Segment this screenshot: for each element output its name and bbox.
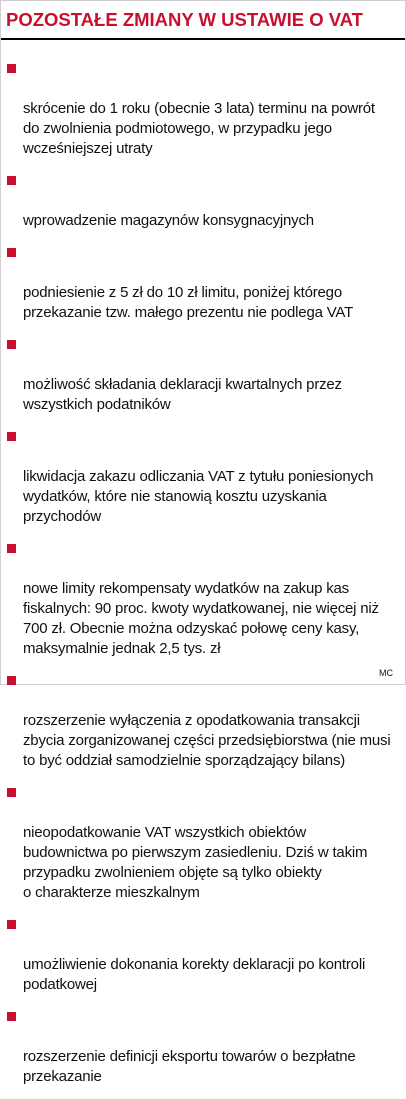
list-item — [1, 427, 393, 527]
title-underline — [1, 38, 405, 40]
list-item — [1, 335, 393, 415]
list-item-text: skrócenie do 1 roku (obecnie 3 lata) terminu na powrót do zwolnienia podmiotowego, w przypadku jego wcześniejszej utraty — [23, 100, 375, 157]
square-bullet-icon — [7, 340, 16, 349]
list-item — [1, 783, 393, 903]
square-bullet-icon — [7, 544, 16, 553]
author-credit: MC — [379, 668, 393, 678]
list-item-text: wprowadzenie magazynów konsygnacyjnych — [23, 212, 314, 229]
list-item-text: rozszerzenie wyłączenia z opodatkowania transakcji zbycia zorganizowanej części przedsiębiorstwa (nie musi to być oddział samodzielnie sporządzający bilans) — [23, 712, 391, 769]
list-item-text: podniesienie z 5 zł do 10 zł limitu, poniżej którego przekazanie tzw. małego prezentu nie podlega VAT — [23, 284, 354, 321]
list-item-text: nowe limity rekompensaty wydatków na zakup kas fiskalnych: 90 proc. kwoty wydatkowanej, nie więcej niż 700 zł. Obecnie można odzyskać połowę ceny kasy, maksymalnie jednak 2,5 tys. zł — [23, 580, 379, 657]
list-item-text: likwidacja zakazu odliczania VAT z tytułu poniesionych wydatków, które nie stanowią kosztu uzyskania przychodów — [23, 468, 374, 525]
square-bullet-icon — [7, 676, 16, 685]
square-bullet-icon — [7, 1012, 16, 1021]
list-item-text: rozszerzenie definicji eksportu towarów o bezpłatne przekazanie — [23, 1048, 356, 1085]
list-item — [1, 915, 393, 995]
square-bullet-icon — [7, 64, 16, 73]
list-item — [1, 59, 393, 159]
square-bullet-icon — [7, 788, 16, 797]
list-item — [1, 243, 393, 323]
square-bullet-icon — [7, 920, 16, 929]
changes-list — [1, 59, 393, 1099]
square-bullet-icon — [7, 248, 16, 257]
list-item — [1, 671, 393, 771]
list-item — [1, 539, 393, 659]
infobox-title: POZOSTAŁE ZMIANY W USTAWIE O VAT — [6, 9, 363, 30]
square-bullet-icon — [7, 432, 16, 441]
square-bullet-icon — [7, 176, 16, 185]
list-item-text: możliwość składania deklaracji kwartalnych przez wszystkich podatników — [23, 376, 342, 413]
list-item-text: umożliwienie dokonania korekty deklaracji po kontroli podatkowej — [23, 956, 366, 993]
list-item-text: nieopodatkowanie VAT wszystkich obiektów budownictwa po pierwszym zasiedleniu. Dziś w takim przypadku zwolnieniem objęte są tylko obiekty o charakterze mieszkalnym — [23, 824, 368, 901]
list-item — [1, 171, 393, 231]
list-item — [1, 1007, 393, 1087]
